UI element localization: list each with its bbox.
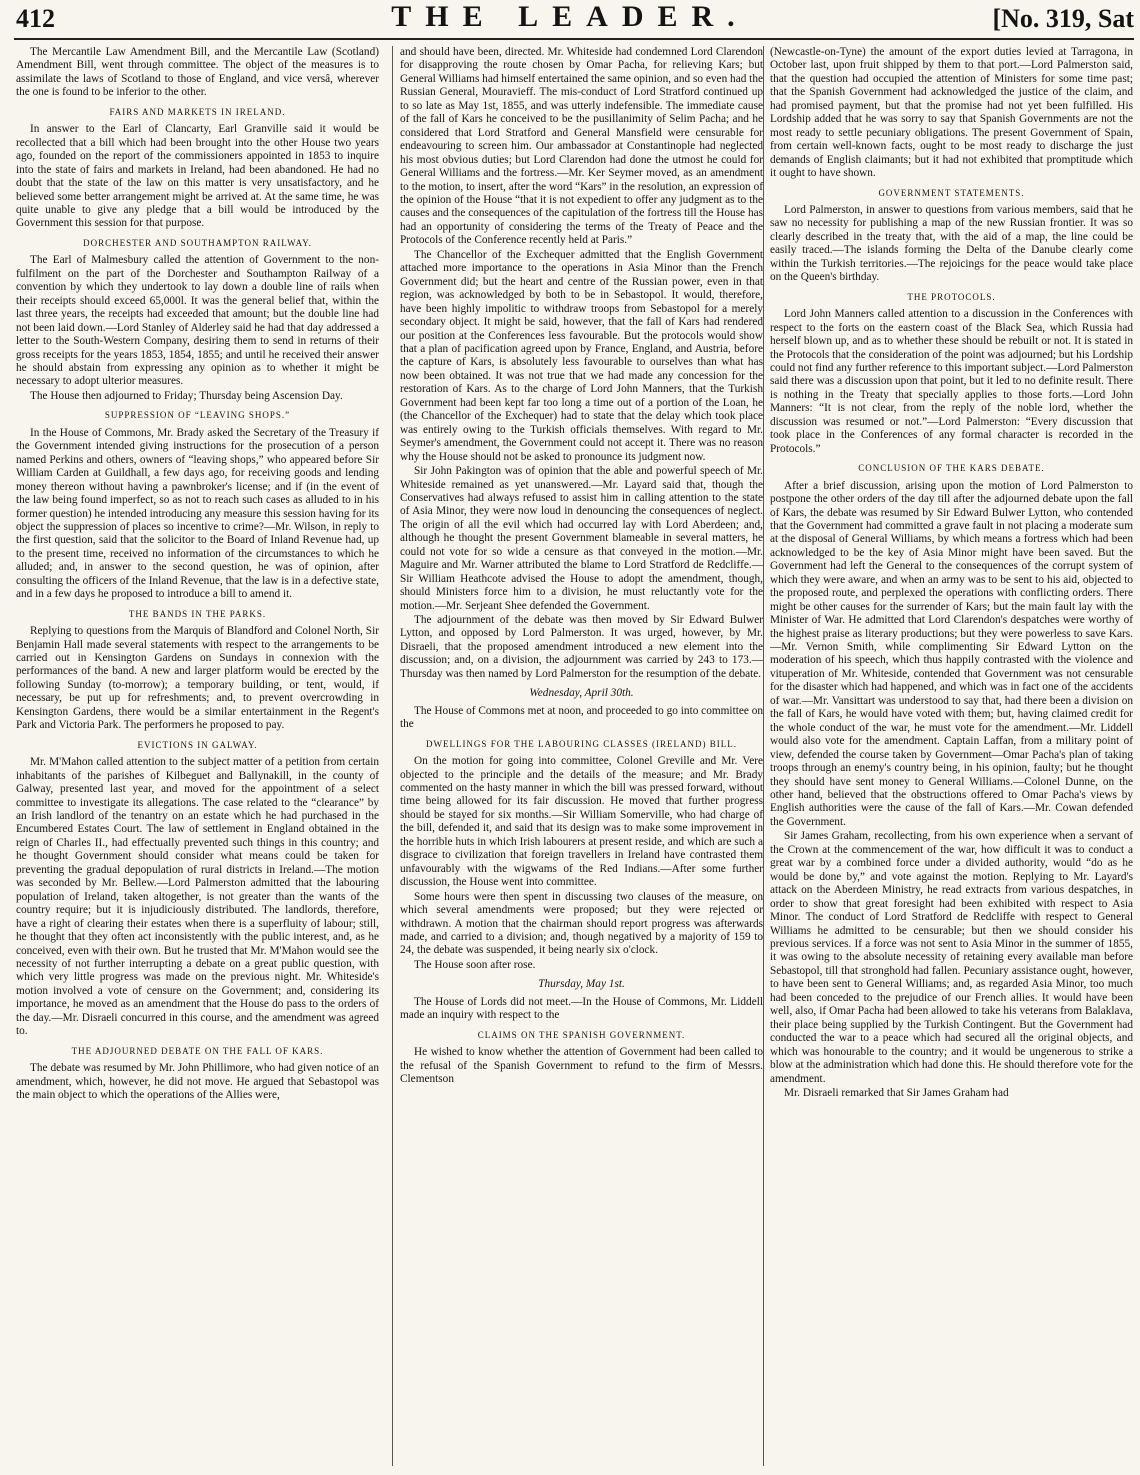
section-heading: CLAIMS ON THE SPANISH GOVERNMENT.: [477, 1029, 686, 1040]
column-divider: [392, 46, 393, 1466]
paragraph: Sir John Pakington was of opinion that the able and powerful speech of Mr. Whiteside remained as yet unanswered.—Mr. Layard said that, though the Conservatives had always refused to assist him in calling attention to the state of Asia Minor, they were now loud in denouncing the consequences of neglect. The origin of all the evil which had occurred lay with Lord Aberdeen; and, although he thought the present Government blameable in several matters, he could not vote for so wide a censure as that conveyed in the motion.—Mr. Maguire and Mr. Warner attributed the blame to Lord Stratford de Redcliffe.—Sir William Heathcote advised the House to adopt the amendment, though, should Ministers force him to a division, he must reluctantly vote for the motion.—Mr. Serjeant Shee defended the Government.: [400, 465, 763, 612]
column-1: [16, 46, 379, 1466]
paragraph: Replying to questions from the Marquis of Blandford and Colonel North, Sir Benjamin Hall made several statements with respect to the arrangements to be carried out in Kensington Gardens on Sundays in connexion with the performances of the band. A new and larger platform would be erected by the following Sunday (to-morrow); a temporary building, or tent, would, if necessary, be put up for refreshments; and, to prevent overcrowding in Kensington Gardens, there would be a similar entertainment in the Regent's Park and Victoria Park. The performers he proposed to pay.: [16, 625, 379, 732]
section-heading: THE ADJOURNED DEBATE ON THE FALL OF KARS.: [71, 1045, 324, 1056]
paragraph: The House of Commons met at noon, and proceeded to go into committee on the: [400, 704, 763, 731]
section-heading: CONCLUSION OF THE KARS DEBATE.: [858, 463, 1045, 474]
section-heading: GOVERNMENT STATEMENTS.: [878, 187, 1025, 198]
paragraph: On the motion for going into committee, Colonel Greville and Mr. Vere objected to the principle and the details of the measure; and Mr. Brady commented on the hasty manner in which the bill was pressed forward, without time being allowed for its fair discussion. He moved that further progress should be stayed for six months.—Sir William Somerville, who had charge of the bill, defended it, and said that its design was to make some improvement in the horrible huts in which Irish labourers at present reside, and which are such a disgrace to civilization that foreign travellers in Ireland have contrasted them unfavourably with the wigwams of the Red Indians.—After some further discussion, the House went into committee.: [400, 755, 763, 889]
section-heading: THE BANDS IN THE PARKS.: [128, 608, 267, 619]
paragraph: The Mercantile Law Amendment Bill, and the Mercantile Law (Scotland) Amendment Bill, went through committee. The object of the measures is to assimilate the laws of Scotland to those of England, and vice versâ, wherever the one is found to be inferior to the other.: [16, 46, 379, 99]
column-2: [400, 46, 763, 1466]
paragraph: Lord John Manners called attention to a discussion in the Conferences with respect to the forts on the eastern coast of the Black Sea, which Russia had herself blown up, and as to whether these should be rebuilt or not. It is stated in the Protocols that the consideration of the point was adjourned; but his Lordship could not find any further reference to this important subject.—Lord Palmerston said there was a discussion upon that point, but it led to no definite result. There is nothing in the Treaty that specially applies to those forts.—Lord John Manners: “It is not clear, from the reply of the noble lord, whether the discussion was resumed or not.”—Lord Palmerston: “Every discussion that took place in the Conferences of any formal character is recorded in the Protocols.”: [770, 308, 1133, 455]
section-heading: SUPPRESSION OF “LEAVING SHOPS.”: [104, 410, 291, 421]
paragraph: Sir James Graham, recollecting, from his own experience when a servant of the Crown at the commencement of the war, how difficult it was to conduct a great war by a combined force under a divided authority, would “do as he would be done by,” and vote against the motion. Replying to Mr. Layard's attack on the Aberdeen Ministry, he read extracts from various despatches, in order to show that great foresight had been exhibited with respect to Asia Minor. The conduct of Lord Stratford de Redcliffe with respect to General Williams he admitted to be censurable; but then we should consider his previous services. If a force was not sent to Asia Minor in the summer of 1855, it was owing to the absolute necessity of retaining every available man before Sebastopol, till that stronghold had fallen. Pecuniary assistance ought, however, to have been sent to General Williams; and, as regarded Asia Minor, too much had been conceded to the prejudice of our French allies. It would have been well, also, if Omar Pacha had been allowed to take his veterans from Balaklava, their place being supplied by the Turkish Contingent. But the Government had conducted the war to a peace which had secured all the original objects, and which was honourable to the country; and it would be ungenerous to strike a blow at the administration which had done this. He should therefore vote for the amendment.: [770, 830, 1133, 1085]
section-heading: DWELLINGS FOR THE LABOURING CLASSES (IRELAND) BILL.: [425, 738, 738, 749]
paragraph: The Earl of Malmesbury called the attention of Government to the non-fulfilment on the part of the Dorchester and Southampton Railway of a convention by which they undertook to lay down a double line of rails when their receipts should exceed 65,000l. It was the general belief that, within the last three years, the receipts had exceeded that amount; but the double line had not been laid down.—Lord Stanley of Alderley said he had that day addressed a letter to the South-Western Company, desiring them to send in returns of their gross receipts for the years 1853, 1854, 1855; and until he received their answer he should abstain from expressing any opinion as to whether it might be necessary to adopt ulterior measures.: [16, 254, 379, 388]
paragraph: In the House of Commons, Mr. Brady asked the Secretary of the Treasury if the Government intended giving instructions for the prosecution of a person named Perkins and others, owners of “leaving shops,” who appeared before Sir William Carden at Guildhall, a few days ago, for receiving goods and lending money thereon without having a pawnbroker's license; and if (in the event of the law being found imperfect, so as not to reach such cases as alluded to in his former question) he intended introducing any measure this session having for its object the suppression of places so incentive to crime?—Mr. Wilson, in reply to the first question, said that the solicitor to the Board of Inland Revenue had, up to the present time, received no information of the circumstances to which he alluded; and, in answer to the second question, he was of opinion, after consulting the officers of the Inland Revenue, that the law is in a defective state, and in a few days he proposed to introduce a bill to amend it.: [16, 426, 379, 601]
paragraph: The House soon after rose.: [414, 958, 536, 971]
section-heading: THE PROTOCOLS.: [907, 291, 996, 302]
paragraph: The House of Lords did not meet.—In the House of Commons, Mr. Liddell made an inquiry with respect to the: [400, 995, 763, 1022]
paragraph: Mr. M'Mahon called attention to the subject matter of a petition from certain inhabitants of the parishes of Kilbeguet and Ballynakill, in the county of Galway, presented last year, and moved for the appointment of a select committee to investigate its allegations. The case related to the “clearance” by an Irish landlord of the tenantry on an estate which he had purchased in the Encumbered Estates Court. The law of settlement in England obtained in the reign of Charles II., had effectually prevented such things in this country; and he thought Government should consider what means could be taken for preventing the gradual depopulation of rural districts in Ireland.—The motion was seconded by Mr. Bellew.—Lord Palmerston admitted that the labouring population of Ireland, taken altogether, is not greater than the wants of the country require; but it is injudiciously distributed. The landlords, therefore, have a right of clearing their estates when there is a superfluity of labour; still, he thought that they often act inconsistently with the public interest, and, as he conceived, even with their own. But he trusted that Mr. M'Mahon would see the necessity of not further interrupting a debate on a great public question, with which very little progress was made on the previous night. Mr. Whiteside's motion involved a vote of censure on the Government; and, considering its importance, he moved as an amendment that the House do pass to the orders of the day.—Mr. Disraeli concurred in this course, and the amendment was agreed to.: [16, 756, 379, 1038]
paragraph: He wished to know whether the attention of Government had been called to the refusal of the Spanish Government to refund to the firm of Messrs. Clementson: [400, 1046, 763, 1086]
newspaper-title: THE LEADER.: [391, 0, 749, 33]
paragraph: Some hours were then spent in discussing two clauses of the measure, on which several amendments were proposed; but they were rejected or withdrawn. A motion that the chairman should report progress was afterwards made, and carried to a division; and, though negatived by a majority of 159 to 24, the debate was suspended, it being nearly six o'clock.: [400, 890, 763, 957]
paragraph: (Newcastle-on-Tyne) the amount of the export duties levied at Tarragona, in October last, upon fruit shipped by them to that port.—Lord Palmerston said, that the question had occupied the attention of Ministers for some time past; that the Spanish Government had acknowledged the justice of the claim, and had promised payment, but that the promise had not yet been fulfilled. His Lordship added that he was sorry to say that Spanish Governments are not the most ready to settle pecuniary obligations. The present Government of Spain, from certain well-known facts, ought to be most ready to discharge the just demands of English claimants; but it had not exhibited that promptitude which it ought to have shown.: [770, 46, 1133, 180]
paragraph: The Chancellor of the Exchequer admitted that the English Government attached more importance to the operations in Asia Minor than the French Government did; but the heart and centre of the Russian power, even in that region, was acknowledged by both to be in Sebastopol. It would, therefore, have been highly impolitic to withdraw troops from Sebastopol for a merely secondary object. It might be said, however, that the fall of Kars had rendered our position at the Conferences less favourable. But the protocols would show that a plan of pacification agreed upon by France, England, and Austria, before the capture of Kars, is absolutely less favourable to ourselves than what has now been obtained. It was not true that we had made any concession for the restoration of Kars. As to the charge of Lord John Manners, that the Turkish Government had been kept far too long a time out of a portion of the Loan, he (the Chancellor of the Exchequer) had to state that the delay which took place was entirely owing to the Turkish officials themselves. With regard to Mr. Seymer's amendment, the Government could not accept it. There was no reason why the House should not be asked to pronounce its judgment now.: [400, 248, 763, 463]
paragraph: The debate was resumed by Mr. John Phillimore, who had given notice of an amendment, which, however, he did not move. He argued that Sebastopol was the main object to which the operations of the Allies were,: [16, 1062, 379, 1102]
paragraph: The adjournment of the debate was then moved by Sir Edward Bulwer Lytton, and opposed by Lord Palmerston. It was urged, however, by Mr. Disraeli, that the proposed amendment introduced a new element into the discussion; and, on a division, the adjournment was carried by 243 to 173.—Thursday was then named by Lord Palmerston for the resumption of the debate.: [400, 614, 763, 680]
paragraph: The House then adjourned to Friday; Thursday being Ascension Day.: [30, 389, 343, 402]
paragraph: and should have been, directed. Mr. Whiteside had condemned Lord Clarendon for disapproving the route chosen by Omar Pacha, for relieving Kars; but General Williams had himself entertained the same opinion, and so even had the Russian General, Mouravieff. The mis-conduct of Lord Stratford continued up to so late as May 1st, 1855, and was utterly indefensible. The immediate cause of the fall of Kars he conceived to be the pusillanimity of Selim Pacha; and he considered that Lord Stratford and General Mansfield were censurable for endeavouring to screen him. Our ambassador at Constantinople had neglected his most obvious duties; but Lord Clarendon had done the utmost he could for General Williams and the fortress.—Mr. Ker Seymer moved, as an amendment to the motion, to insert, after the word “Kars” in the resolution, an expression of the opinion of the House “that it is not expedient to offer any judgment as to the causes and the consequences of the capitulation of the fortress till the House has had an opportunity of considering the terms of the Treaty of Peace and the Protocols of the Conference recently held at Paris.”: [400, 46, 763, 247]
header-rule: [14, 38, 1134, 40]
masthead: [0, 0, 1140, 46]
column-3: [770, 46, 1133, 1466]
section-heading: FAIRS AND MARKETS IN IRELAND.: [109, 106, 286, 117]
paragraph: In answer to the Earl of Clancarty, Earl Granville said it would be recollected that a bill which had been brought into the other House two years ago, founded on the report of the commissioners appointed in 1853 to inquire into the state of fairs and markets in Ireland, had been abandoned. He had no doubt that the state of the law on this matter is very unsatisfactory, and he believed some better arrangement might be arrived at. At the same time, he was quite unable to give any pledge that a bill would be introduced by the Government this session for that purpose.: [16, 123, 379, 230]
date-heading: Thursday, May 1st.: [538, 978, 625, 991]
paragraph: Lord Palmerston, in answer to questions from various members, said that he saw no necessity for publishing a map of the new Russian frontier. It was so clearly described in the treaty that, with the aid of a map, the line could be easily traced.—The islands forming the Delta of the Danube clearly come within the Turkish territories.—The rejoicings for the peace would take place on the Queen's birthday.: [770, 203, 1133, 284]
paragraph: After a brief discussion, arising upon the motion of Lord Palmerston to postpone the other orders of the day till after the adjourned debate upon the fall of Kars, the debate was resumed by Sir Edward Bulwer Lytton, who contended that the Government had committed a grave fault in not placing a moderate sum at the disposal of General Williams, by which means a fortress which had been acknowledged to be the key of Asia Minor might have been saved. But the Government had left the General to the consequences of the corrupt system of which they were aware, and when an army was to be sent to his aid, objected to the proposed route, and perplexed the operations with conflicting orders. There might be other causes for the surrender of Kars; but the main fault lay with the Minister of War. He admitted that Lord Clarendon's despatches were worthy of the highest praise as literary productions; but they were powerless to save Kars.—Mr. Vernon Smith, while complimenting Sir Edward Lytton on the moderation of his speech, which thus happily contrasted with the violence and vituperation of Mr. Whiteside, contended that Government was not censurable for the disaster which had happened, and which was in fact one of the accidents of war.—Mr. Vansittart was understood to say that, had there been a division on the fall of Kars, he would have voted with them; but, having claimed credit for the whole conduct of the war, he must vote for the amendment.—Mr. Liddell would also vote for the amendment. Captain Laffan, from a military point of view, defended the course taken by Government—Omar Pacha's plan of taking troops through an enemy's country being, in his opinion, faulty; but he thought they should have sent money to General Williams.—Colonel Dunne, on the other hand, believed that the obstructions offered to Omar Pacha's views by English authorities were the cause of the fall of Kars.—Mr. Cowan defended the Government.: [770, 479, 1133, 828]
issue-number: [No. 319, Sat: [992, 4, 1134, 33]
column-divider: [763, 46, 764, 1466]
paragraph: Mr. Disraeli remarked that Sir James Graham had: [784, 1086, 1009, 1099]
section-heading: EVICTIONS IN GALWAY.: [137, 739, 258, 750]
date-heading: Wednesday, April 30th.: [529, 687, 634, 700]
page-number: 412: [16, 4, 55, 33]
section-heading: DORCHESTER AND SOUTHAMPTON RAILWAY.: [83, 237, 312, 248]
